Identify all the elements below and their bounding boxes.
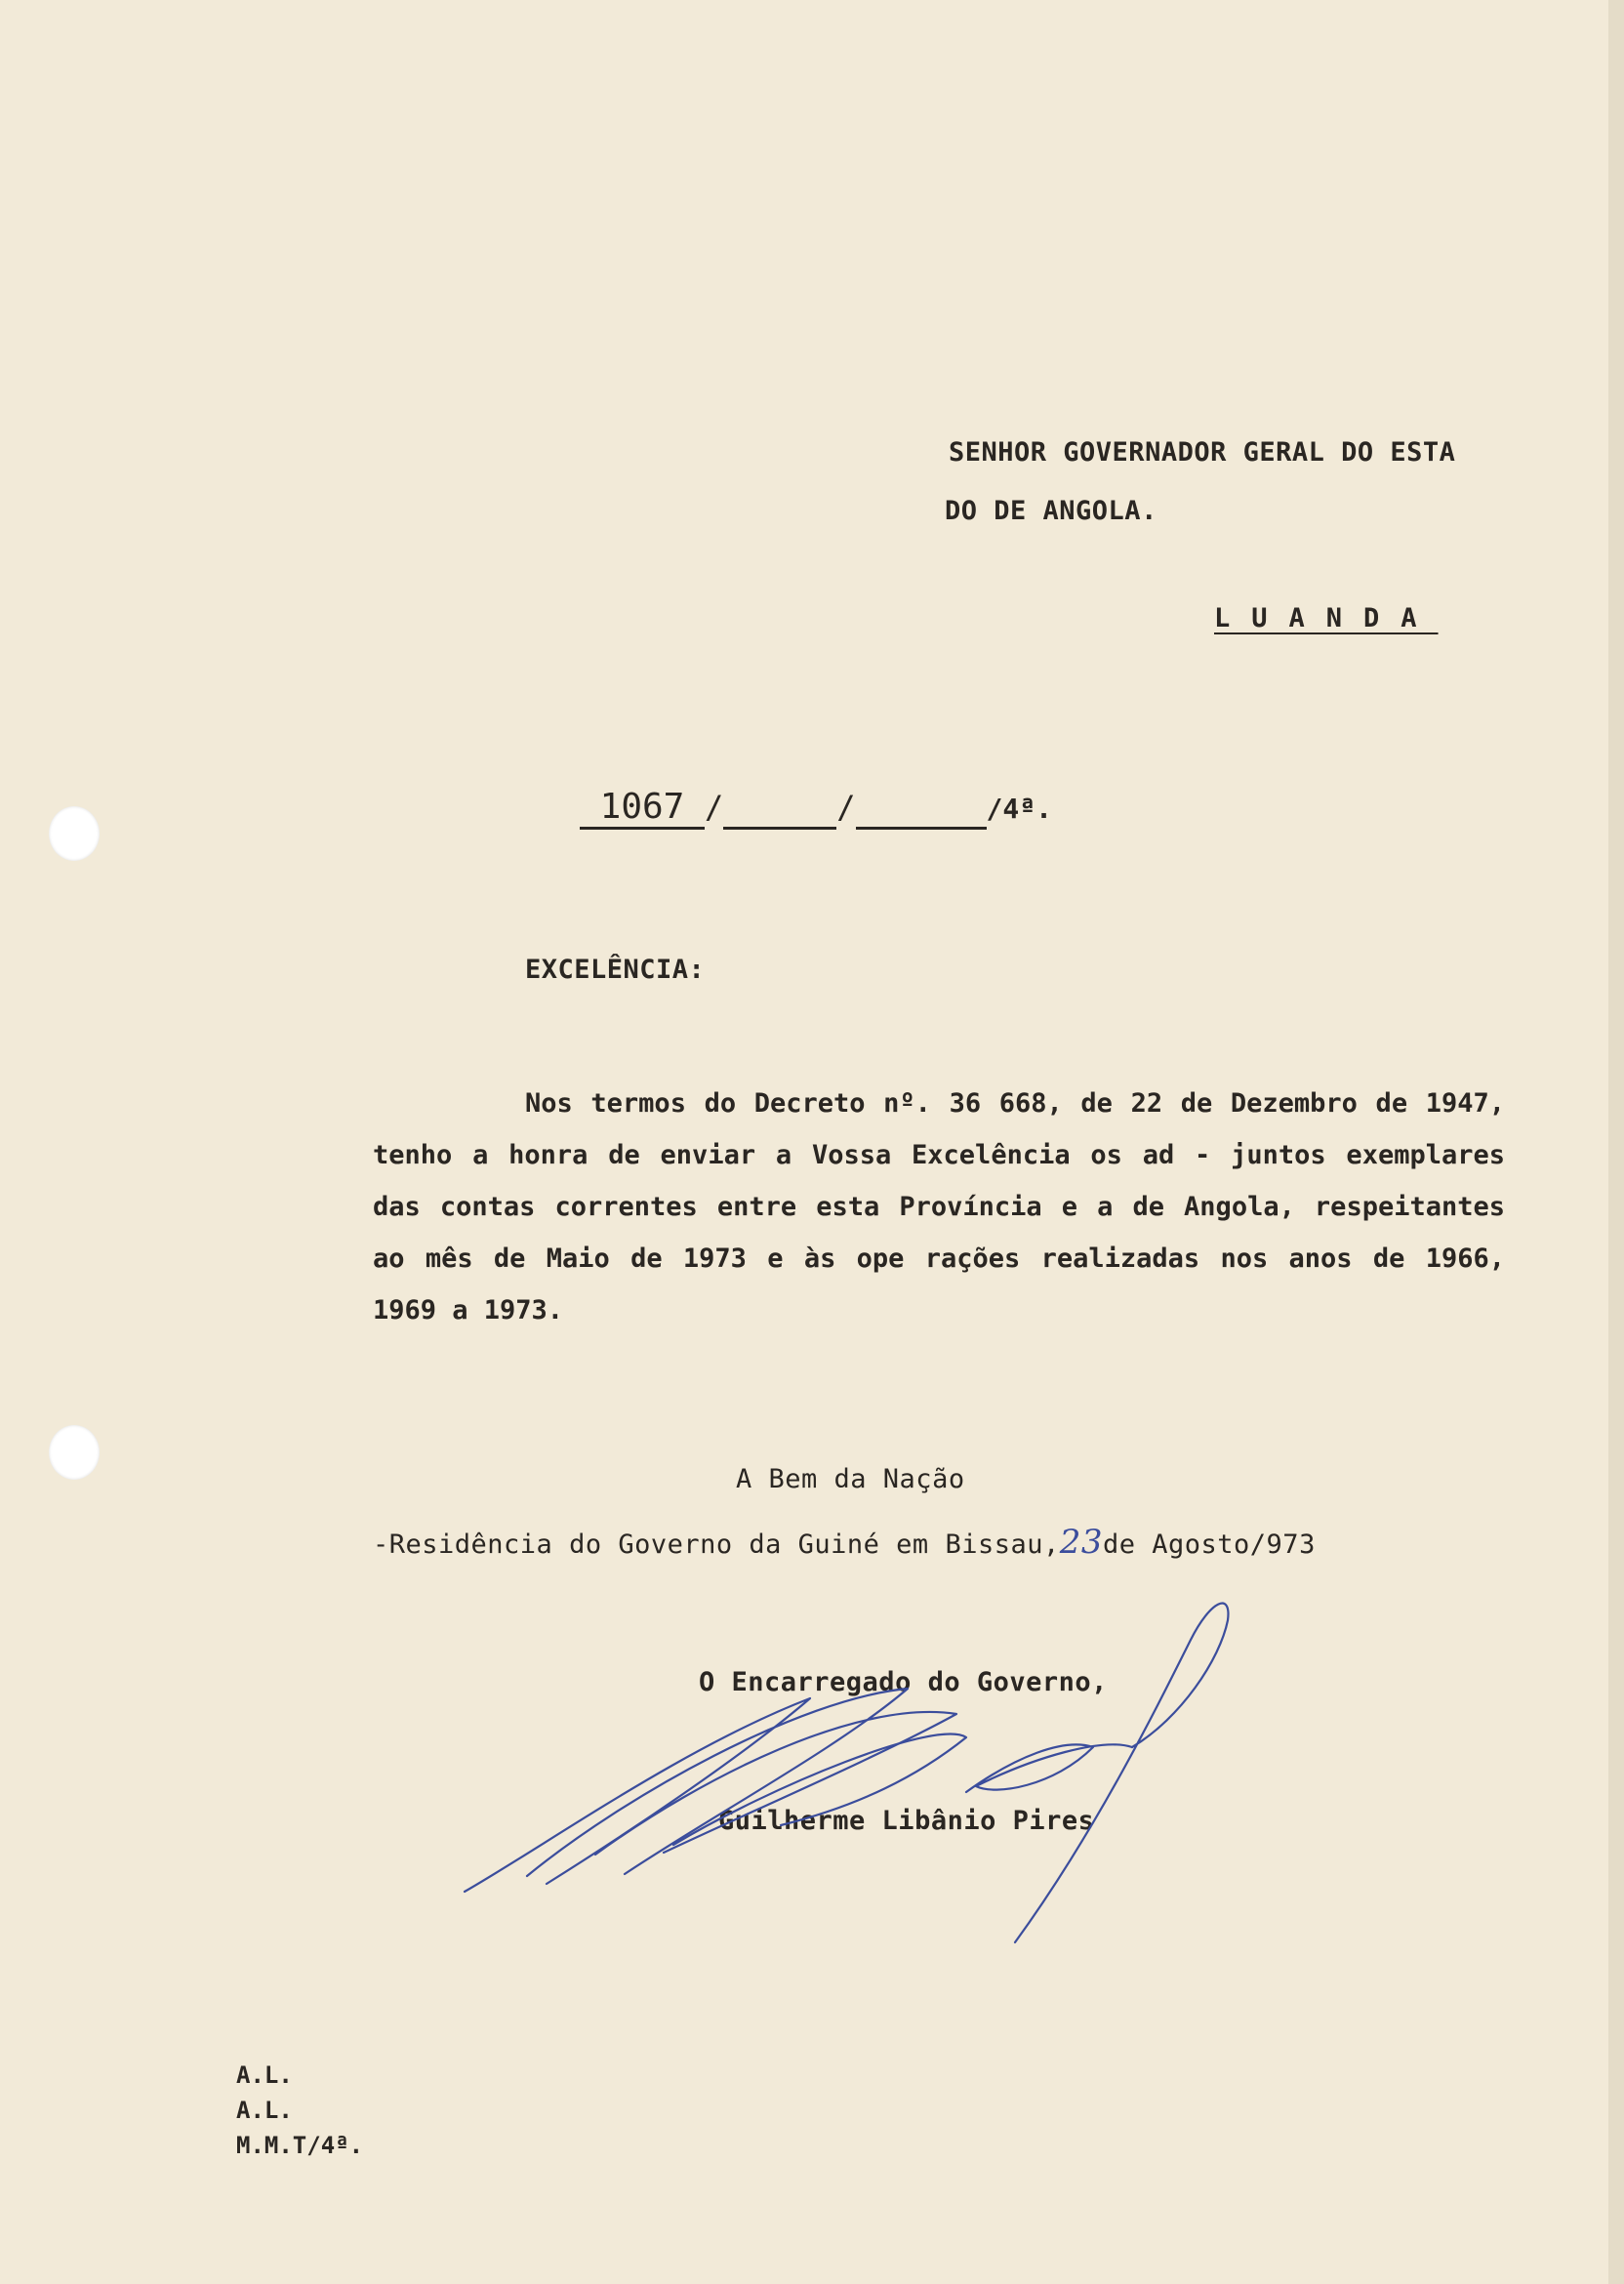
signer-name: Guilherme Libânio Pires <box>718 1806 1095 1836</box>
reference-blank <box>856 792 987 830</box>
initials-line: A.L. <box>236 2061 293 2089</box>
place-date-suffix: de Agosto/973 <box>1103 1529 1316 1560</box>
place-date-prefix: -Residência do Governo da Guiné em Bissau, <box>373 1529 1060 1560</box>
initials-line: A.L. <box>236 2097 293 2124</box>
salutation: EXCELÊNCIA: <box>525 955 706 985</box>
reference-number-line <box>580 787 1052 830</box>
addressee-line-2: DO DE ANGOLA. <box>945 496 1157 526</box>
initials-line: M.M.T/4ª. <box>236 2132 364 2159</box>
closing-formula: A Bem da Nação <box>736 1464 965 1494</box>
reference-separator: / <box>836 789 856 826</box>
letter-body: Nos termos do Decreto nº. 36 668, de 22 de Dezembro de 1947, tenho a honra de enviar a Vossa Excelência os ad - juntos exemplares das contas correntes entre esta Província e a de Angola, respeitantes ao mês de Maio de 1973 e às ope rações realizadas nos anos de 1966, 1969 a 1973. <box>373 1088 1505 1326</box>
reference-initials <box>236 2058 363 2163</box>
reference-separator: / <box>705 789 724 826</box>
punch-hole <box>49 806 100 861</box>
reference-number: 1067 <box>580 787 705 830</box>
place-and-date <box>373 1523 1316 1562</box>
reference-suffix: /4ª. <box>986 793 1052 825</box>
paper-edge <box>1608 0 1624 2284</box>
addressee-line-1: SENHOR GOVERNADOR GERAL DO ESTA <box>949 437 1456 468</box>
addressee-city: LUANDA <box>1214 603 1439 633</box>
signer-title: O Encarregado do Governo, <box>699 1667 1108 1697</box>
punch-hole <box>49 1425 100 1480</box>
handwritten-day: 23 <box>1059 1523 1103 1562</box>
reference-blank <box>723 792 836 830</box>
